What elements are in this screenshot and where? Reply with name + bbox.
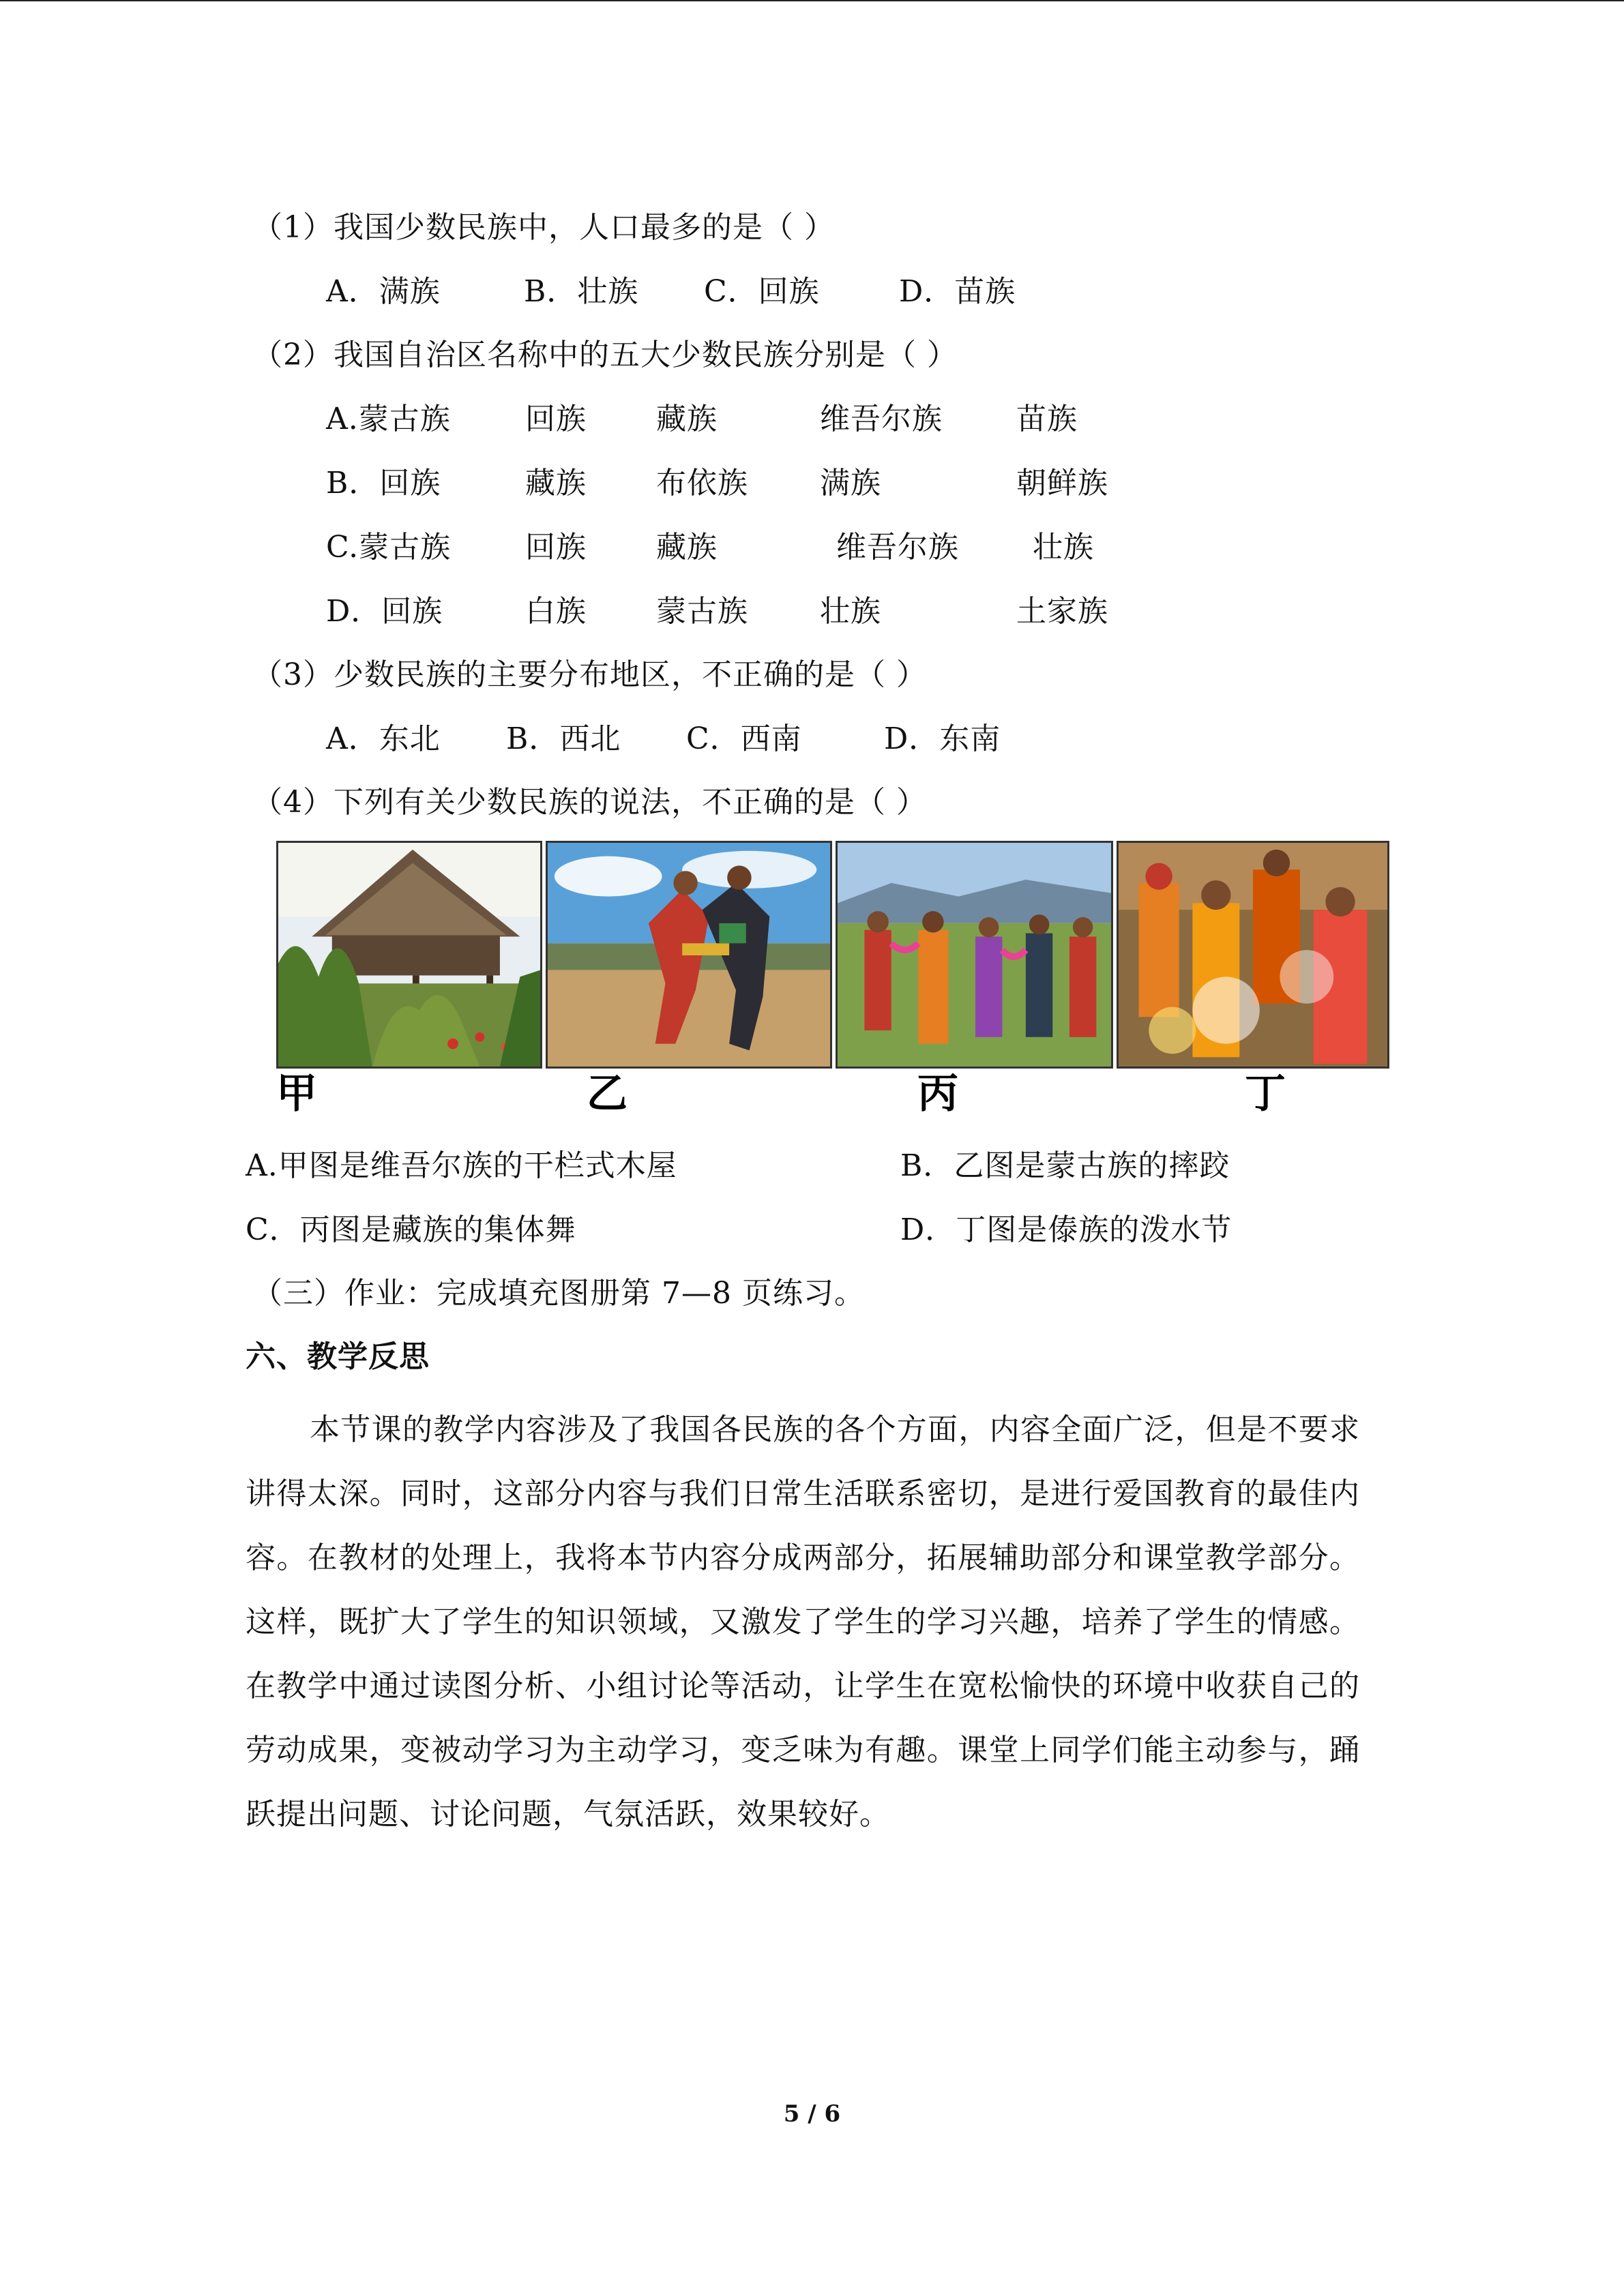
q2-a-5: 苗族	[1016, 402, 1078, 436]
q1-stem: （1）我国少数民族中，人口最多的是（ ）	[252, 210, 835, 245]
q4-option-c: C．丙图是藏族的集体舞	[246, 1212, 576, 1247]
q2-b-2: 藏族	[525, 466, 587, 501]
photo-bing-group-dance	[836, 841, 1113, 1069]
q2-d-2: 白族	[525, 594, 587, 629]
q4-option-b: B．乙图是蒙古族的摔跤	[900, 1148, 1230, 1183]
q2-c-1: C.蒙古族	[326, 530, 452, 565]
q2-option-a	[326, 399, 1213, 440]
q2-d-3: 蒙古族	[656, 594, 748, 629]
q2-c-3: 藏族	[656, 530, 718, 565]
q4-option-d: D．丁图是傣族的泼水节	[900, 1212, 1232, 1247]
q2-a-3: 藏族	[656, 402, 718, 436]
q2-c-2: 回族	[525, 530, 587, 565]
q2-stem: （2）我国自治区名称中的五大少数民族分别是（ ）	[252, 338, 958, 372]
q2-a-4: 维吾尔族	[820, 402, 943, 436]
photo-label-ding: 丁	[1245, 1070, 1286, 1118]
q1-options	[326, 271, 1145, 312]
top-border	[0, 0, 1624, 1]
page-number: 5 / 6	[783, 2100, 841, 2128]
q3-option-c: C．西南	[686, 721, 802, 756]
q2-a-1: A.蒙古族	[326, 402, 451, 436]
q3-option-b: B．西北	[506, 721, 621, 756]
q3-option-a: A．东北	[326, 721, 441, 756]
q2-option-d	[326, 591, 1213, 632]
photo-ding-water-festival	[1117, 841, 1389, 1069]
q2-option-b	[326, 463, 1213, 504]
q1-option-d: D．苗族	[899, 274, 1016, 309]
q4-option-a: A.甲图是维吾尔族的干栏式木屋	[246, 1148, 677, 1183]
q2-a-2: 回族	[525, 402, 587, 436]
photo-yi-wrestling	[546, 841, 832, 1069]
q2-d-5: 土家族	[1016, 594, 1108, 629]
photo-jia-stilt-house	[276, 841, 542, 1069]
q2-c-5: 壮族	[1033, 530, 1094, 565]
q1-option-c: C．回族	[704, 274, 820, 309]
q3-options	[326, 719, 1145, 760]
q1-option-a: A．满族	[326, 274, 441, 309]
q2-option-c	[326, 527, 1213, 568]
q3-stem: （3）少数民族的主要分布地区，不正确的是（ ）	[252, 657, 927, 692]
q2-b-1: B．回族	[326, 466, 441, 501]
photo-label-jia: 甲	[276, 1070, 317, 1118]
q2-b-4: 满族	[820, 466, 881, 501]
q2-b-5: 朝鲜族	[1016, 466, 1108, 501]
q3-option-d: D．东南	[884, 721, 1001, 756]
q2-c-4: 维吾尔族	[836, 530, 959, 565]
q4-stem: （4）下列有关少数民族的说法，不正确的是（ ）	[252, 785, 927, 820]
q2-d-4: 壮族	[820, 594, 881, 629]
q1-option-b: B．壮族	[524, 274, 639, 309]
q2-b-3: 布依族	[656, 466, 748, 501]
q2-d-1: D．回族	[326, 594, 443, 629]
photo-label-bing: 丙	[917, 1070, 958, 1118]
section-title: 六、教学反思	[246, 1339, 430, 1374]
ethnic-photo-strip	[276, 841, 1389, 1120]
photo-label-yi: 乙	[587, 1070, 628, 1118]
homework-line: （三）作业：完成填充图册第 7—8 页练习。	[252, 1276, 865, 1311]
reflection-paragraph: 本节课的教学内容涉及了我国各民族的各个方面，内容全面广泛，但是不要求讲得太深。同时，这部分内容与我们日常生活联系密切，是进行爱国教育的最佳内容。在教材的处理上，我将本节内容分成两部分，拓展辅助部分和课堂教学部分。这样，既扩大了学生的知识领域，又激发了学生的学习兴趣，培养了学生的情感。在教学中通过读图分析、小组讨论等活动，让学生在宽松愉快的环境中收获自己的劳动成果，变被动学习为主动学习，变乏味为有趣。课堂上同学们能主动参与，踊跃提出问题、讨论问题，气氛活跃，效果较好。	[246, 1412, 1360, 1832]
